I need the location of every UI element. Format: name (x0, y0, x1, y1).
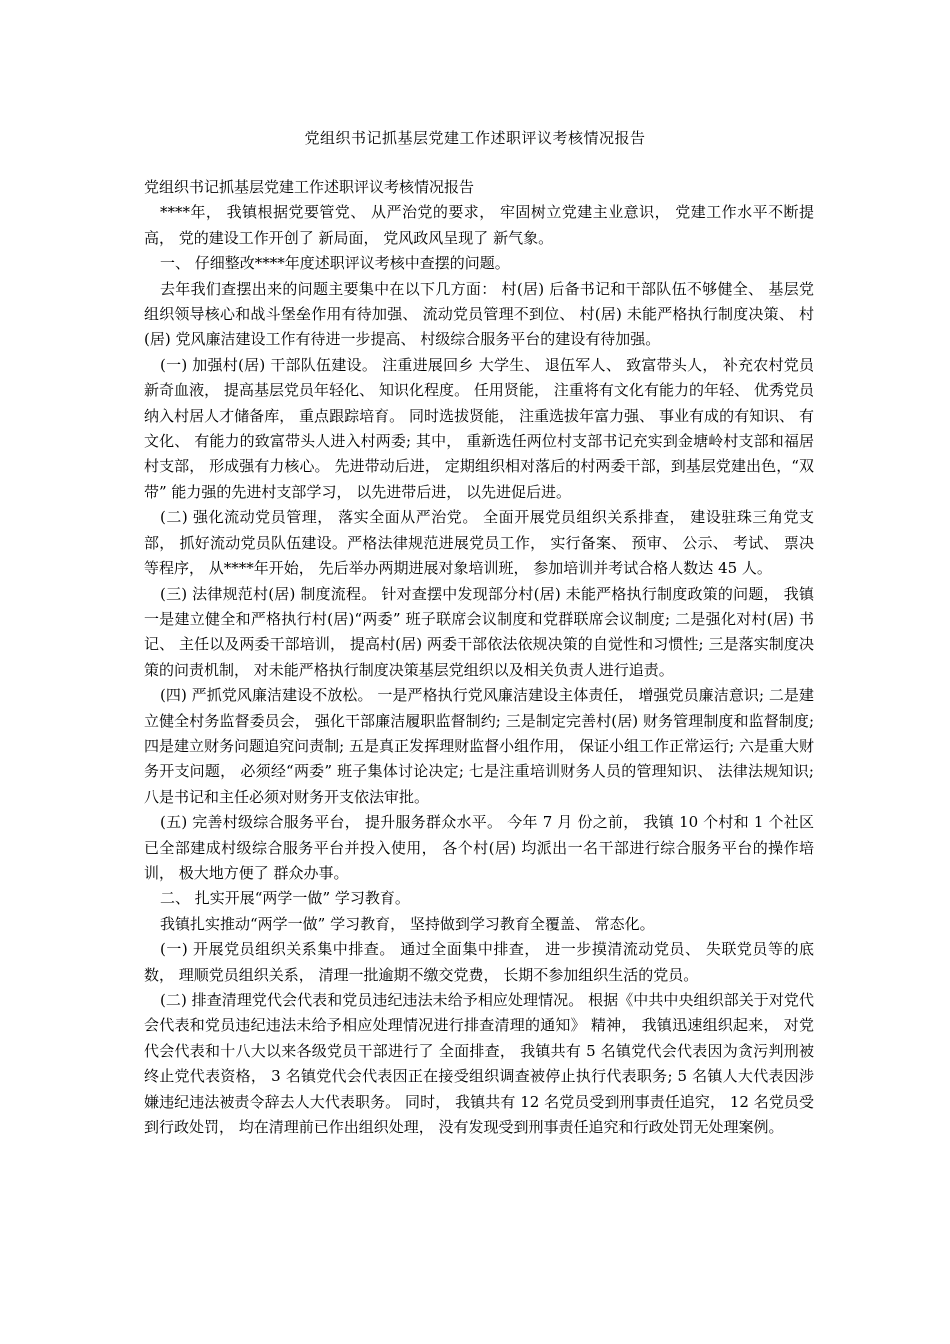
paragraph-item-1-1: (一) 加强村(居) 干部队伍建设。 注重进展回乡 大学生、 退伍军人、 致富带头人， 补充农村党员新奇血液， 提高基层党员年轻化、 知识化程度。 任用贤能， 注重将有文化有能力的年轻、 优秀党员纳入村居人才储备库， 重点跟踪培育。 同时选拔贤能， 注重选拔年富力强、 事业有成的有知识、 有文化、 有能力的致富带头人进入村两委; 其中， 重新选任两位村支部书记充实到金塘岭村支部和福居村支部， 形成强有力核心。 先进带动后进， 定期组织相对落后的村两委干部，到基层党建出色，“双带” 能力强的先进村支部学习， 以先进带后进， 以先进促后进。 (144, 355, 814, 501)
section-heading-2: 二、 扎实开展“两学一做” 学习教育。 (160, 889, 410, 908)
paragraph-intro: ****年， 我镇根据党要管党、 从严治党的要求， 牢固树立党建主业意识， 党建工作水平不断提高， 党的建设工作开创了 新局面， 党风政风呈现了 新气象。 (144, 203, 814, 247)
paragraph-item-2-2: (二) 排查清理党代会代表和党员违纪违法未给予相应处理情况。 根据《中共中央组织部关于对党代会代表和党员违纪违法未给予相应处理情况进行排查清理的通知》 精神， 我镇迅速组织起来， 对党代会代表和十八大以来各级党员干部进行了 全面排查， 我镇共有 5 名镇党代会代表因为贪污判刑被终止党代表资格， 3 名镇党代会代表因正在接受组织调查被停止执行代表职务; 5 名镇人大代表因涉嫌违纪违法被责令辞去人大代表职务。 同时， 我镇共有 12 名党员受到刑事责任追究， 12 名党员受到行政处罚， 均在清理前已作出组织处理， 没有发现受到刑事责任追究和行政处罚无处理案例。 (144, 991, 814, 1137)
body-heading: 党组织书记抓基层党建工作述职评议考核情况报告 (144, 178, 475, 196)
paragraph-item-1-2: (二) 强化流动党员管理， 落实全面从严治党。 全面开展党员组织关系排查， 建设驻珠三角党支部， 抓好流动党员队伍建设。严格法律规范进展党员工作， 实行备案、 预审、 公示、 考试、 票决等程序， 从****年开始， 先后举办两期进展对象培训班， 参加培训并考试合格人数达 45 人。 (144, 508, 814, 578)
document-title: 党组织书记抓基层党建工作述职评议考核情况报告 (304, 129, 646, 147)
paragraph-item-1-5: (五) 完善村级综合服务平台， 提升服务群众水平。 今年 7 月 份之前， 我镇 10 个村和 1 个社区已全部建成村级综合服务平台并投入使用， 各个村(居) 均派出一名干部进行综合服务平台的操作培训， 极大地方便了 群众办事。 (144, 813, 814, 882)
paragraph-problems: 去年我们查摆出来的问题主要集中在以下几方面： 村(居) 后备书记和干部队伍不够健全、 基层党组织领导核心和战斗堡垒作用有待加强、 流动党员管理不到位、 村(居) 未能严格执行制度决策、 村(居) 党风廉洁建设工作有待进一步提高、 村级综合服务平台的建设有待加强。 (144, 279, 814, 349)
paragraph-item-1-4: (四) 严抓党风廉洁建设不放松。 一是严格执行党风廉洁建设主体责任， 增强党员廉洁意识; 二是建立健全村务监督委员会， 强化干部廉洁履职监督制约; 三是制定完善村(居) 财务管理制度和监督制度; 四是建立财务问题追究问责制; 五是真正发挥理财监督小组作用， 保证小组工作正常运行; 六是重大财务开支问题， 必须经“两委” 班子集体讨论决定; 七是注重培训财务人员的管理知识、 法律法规知识; 八是书记和主任必须对财务开支依法审批。 (144, 686, 814, 806)
paragraph-item-2-1: (一) 开展党员组织关系集中排查。 通过全面集中排查， 进一步摸清流动党员、 失联党员等的底数， 理顺党员组织关系， 清理一批逾期不缴交党费， 长期不参加组织生活的党员。 (144, 940, 814, 984)
document-body (144, 175, 814, 1140)
paragraph-two-learn: 我镇扎实推动“两学一做” 学习教育， 坚持做到学习教育全覆盖、 常态化。 (160, 914, 655, 933)
section-heading-1: 一、 仔细整改****年度述职评议考核中查摆的问题。 (160, 254, 510, 273)
paragraph-item-1-3: (三) 法律规范村(居) 制度流程。 针对查摆中发现部分村(居) 未能严格执行制度政策的问题， 我镇一是建立健全和严格执行村(居)“两委” 班子联席会议制度和党群联席会议制度; 二是强化对村(居) 书记、 主任以及两委干部培训， 提高村(居) 两委干部依法依规决策的自觉性和习惯性; 三是落实制度决策的问责机制， 对未能严格执行制度决策基层党组织以及相关负责人进行追责。 (144, 584, 814, 679)
